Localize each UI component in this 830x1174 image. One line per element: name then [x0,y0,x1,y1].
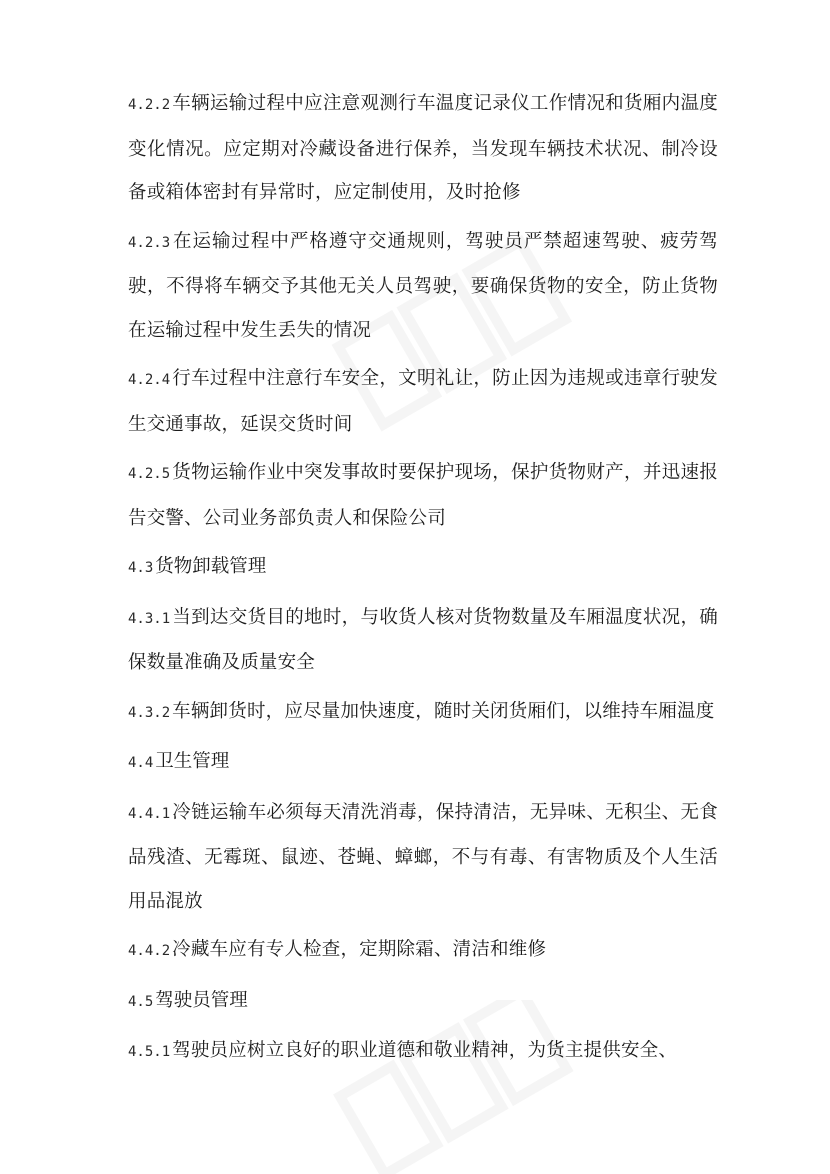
clause-number: 4.3.2 [128,704,171,721]
paragraph-4-2-2 [128,82,718,215]
clause-number: 4.4.1 [128,805,171,822]
clause-text: 冷链运输车必须每天清洗消毒，保持清洁，无异味、无积尘、无食品残渣、无霉斑、鼠迹、苍蝇、蟑螂，不与有毒、有害物质及个人生活用品混放 [128,801,718,912]
clause-number: 4.2.2 [128,97,171,113]
clause-number: 4.2.4 [128,372,171,388]
section-heading-4-5 [128,979,718,1025]
clause-text: 车辆运输过程中应注意观测行车温度记录仪工作情况和货厢内温度变化情况。应定期对冷藏设备进行保养，当发现车辆技术状况、制冷设备或箱体密封有异常时，应定制使用，及时抢修 [128,93,718,203]
clause-number: 4.2.3 [128,234,171,251]
clause-number: 4.3.1 [128,610,171,627]
paragraph-4-2-4 [128,357,718,446]
paragraph-4-3-2 [128,690,718,736]
paragraph-4-5-1 [128,1029,718,1075]
paragraph-4-3-1 [128,596,718,685]
clause-text: 驾驶员应树立良好的职业道德和敬业精神，为货主提供安全、 [172,1040,678,1061]
section-heading-4-3 [128,545,718,591]
section-title: 驾驶员管理 [155,989,248,1011]
document-body [128,82,718,1080]
section-heading-4-4 [128,740,718,786]
paragraph-4-4-2 [128,928,718,974]
section-number: 4.3 [128,560,154,576]
paragraph-4-4-1 [128,791,718,924]
section-title: 卫生管理 [155,751,230,772]
section-number: 4.4 [128,755,154,771]
paragraph-4-2-3 [128,220,718,353]
clause-number: 4.2.5 [128,466,171,482]
clause-text: 冷藏车应有专人检查，定期除霜、清洁和维修 [172,939,547,960]
section-number: 4.5 [128,993,154,1010]
clause-number: 4.4.2 [128,943,171,959]
clause-text: 在运输过程中严格遵守交通规则，驾驶员严禁超速驾驶、疲劳驾驶，不得将车辆交予其他无关人员驾驶，要确保货物的安全，防止货物在运输过程中发生丢失的情况 [128,230,718,341]
section-title: 货物卸载管理 [155,556,267,577]
paragraph-4-2-5 [128,451,718,540]
clause-text: 车辆卸货时，应尽量加快速度，随时关闭货厢们，以维持车厢温度 [172,700,715,722]
clause-number: 4.5.1 [128,1044,171,1060]
clause-text: 当到达交货目的地时，与收货人核对货物数量及车厢温度状况，确保数量准确及质量安全 [128,606,718,673]
clause-text: 行车过程中注意行车安全，文明礼让，防止因为违规或违章行驶发生交通事故，延误交货时间 [128,368,718,435]
clause-text: 货物运输作业中突发事故时要保护现场，保护货物财产，并迅速报告交警、公司业务部负责人和保险公司 [128,462,718,529]
